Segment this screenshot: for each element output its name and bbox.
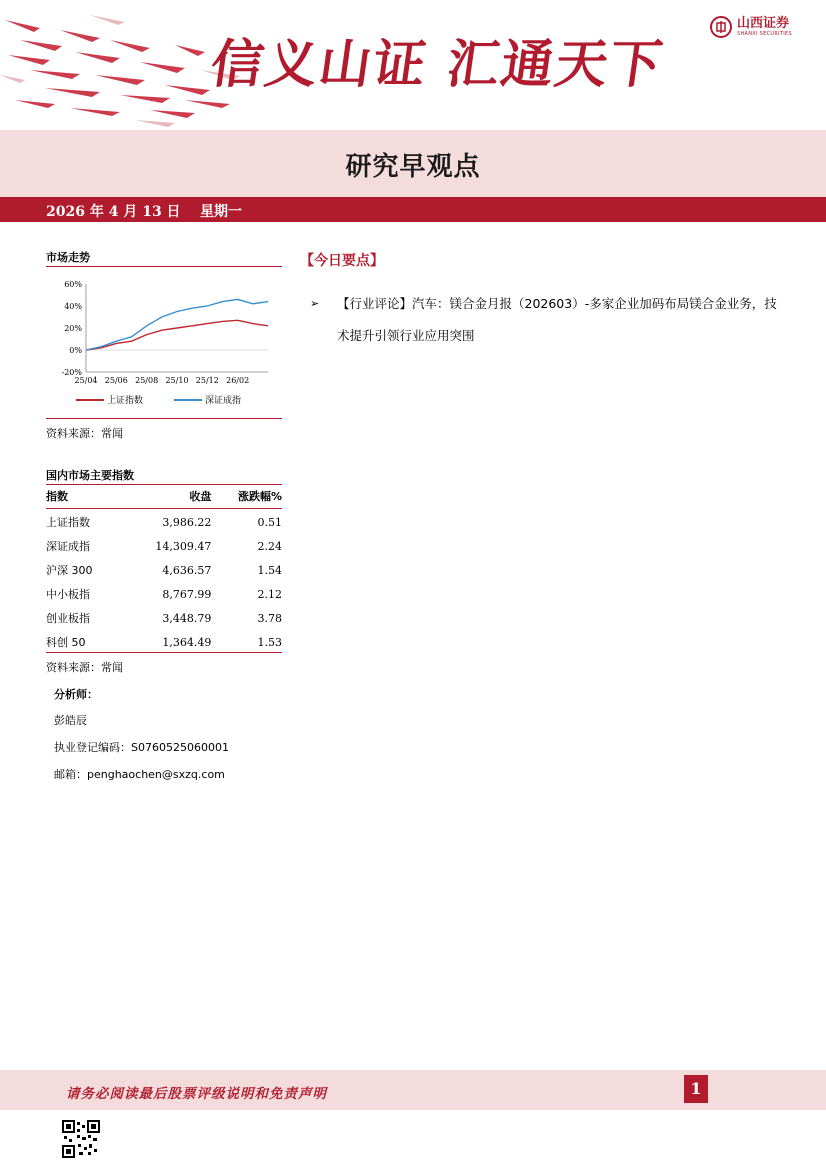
index-close: 14,309.47 <box>155 539 212 553</box>
table-header-row <box>46 486 282 506</box>
logo-chinese-name: 山西证券 <box>737 15 790 31</box>
table-row <box>46 510 282 534</box>
table-row <box>46 582 282 606</box>
index-change: 2.12 <box>257 587 282 601</box>
analyst-registration: 执业登记编码：S0760525060001 <box>54 741 229 754</box>
index-table <box>46 486 282 654</box>
x-tick-label: 25/06 <box>104 376 128 385</box>
index-name: 上证指数 <box>46 516 90 529</box>
header-banner <box>0 0 826 130</box>
x-tick-label: 25/08 <box>135 376 159 385</box>
qr-code-icon <box>62 1120 100 1158</box>
index-close: 3,986.22 <box>162 515 212 529</box>
section-rule <box>46 652 282 653</box>
company-logo <box>710 12 792 42</box>
index-change: 1.54 <box>257 563 282 577</box>
logo-mark-icon <box>710 16 732 38</box>
date-bar <box>0 197 826 222</box>
x-tick-label: 25/12 <box>195 376 219 385</box>
index-close: 8,767.99 <box>162 587 212 601</box>
x-tick-label: 26/02 <box>226 376 250 385</box>
index-name: 沪深 300 <box>46 564 93 577</box>
index-name: 科创 50 <box>46 636 86 649</box>
index-close: 3,448.79 <box>162 611 212 625</box>
header-index: 指数 <box>46 490 68 503</box>
index-change: 3.78 <box>257 611 282 625</box>
legend-shanghai-label: 上证指数 <box>107 396 144 406</box>
y-tick-label: 20% <box>64 324 82 333</box>
market-trend-chart <box>46 272 282 412</box>
key-point-text[interactable]: 【行业评论】汽车：镁合金月报（202603）-多家企业加码布局镁合金业务，技术提升引领行业应用突围 <box>337 296 777 343</box>
analyst-email[interactable]: 邮箱：penghaochen@sxzq.com <box>54 768 225 781</box>
footer-band <box>0 1070 826 1110</box>
index-name: 深证成指 <box>46 540 90 553</box>
analyst-label: 分析师： <box>54 688 98 701</box>
chart-source: 资料来源：常闻 <box>46 427 123 440</box>
table-row <box>46 558 282 582</box>
y-tick-label: 40% <box>64 302 82 311</box>
report-title: 研究早观点 <box>345 152 481 182</box>
table-row <box>46 606 282 630</box>
section-rule <box>46 266 282 267</box>
table-row <box>46 630 282 654</box>
market-trend-title: 市场走势 <box>46 251 90 264</box>
index-change: 1.53 <box>257 635 282 649</box>
key-point-item[interactable] <box>310 288 785 352</box>
table-source: 资料来源：常闻 <box>46 661 123 674</box>
header-change: 涨跌幅% <box>237 490 282 503</box>
disclaimer-notice[interactable]: 请务必阅读最后股票评级说明和免责声明 <box>66 1086 327 1102</box>
index-close: 1,364.49 <box>162 635 212 649</box>
report-date: 2026 年 4 月 13 日 星期一 <box>46 204 243 220</box>
shenzhen-index-line <box>86 299 268 350</box>
index-name: 中小板指 <box>46 588 90 601</box>
index-change: 0.51 <box>257 515 282 529</box>
header-close: 收盘 <box>189 490 212 503</box>
index-table-title: 国内市场主要指数 <box>46 469 134 482</box>
shanghai-index-line <box>86 320 268 350</box>
table-row <box>46 534 282 558</box>
x-tick-label: 25/04 <box>74 376 98 385</box>
page-number: 1 <box>684 1075 708 1103</box>
logo-english-name: SHANXI SECURITIES <box>737 30 792 37</box>
analyst-name: 彭皓辰 <box>54 714 87 727</box>
index-name: 创业板指 <box>46 612 90 625</box>
key-points-title: 【今日要点】 <box>300 253 384 269</box>
x-tick-label: 25/10 <box>165 376 189 385</box>
y-tick-label: 0% <box>69 346 82 355</box>
table-rule <box>46 508 282 509</box>
legend-shenzhen-label: 深证成指 <box>205 396 242 406</box>
section-rule <box>46 418 282 419</box>
index-close: 4,636.57 <box>162 563 212 577</box>
index-change: 2.24 <box>257 539 282 553</box>
y-tick-label: -20% <box>61 368 82 377</box>
section-rule <box>46 484 282 485</box>
banner-slogan: 信义山证 汇通天下 <box>207 35 668 95</box>
title-band <box>0 130 826 197</box>
bullet-arrow-icon: ➢ <box>310 297 320 310</box>
y-tick-label: 60% <box>64 280 82 289</box>
